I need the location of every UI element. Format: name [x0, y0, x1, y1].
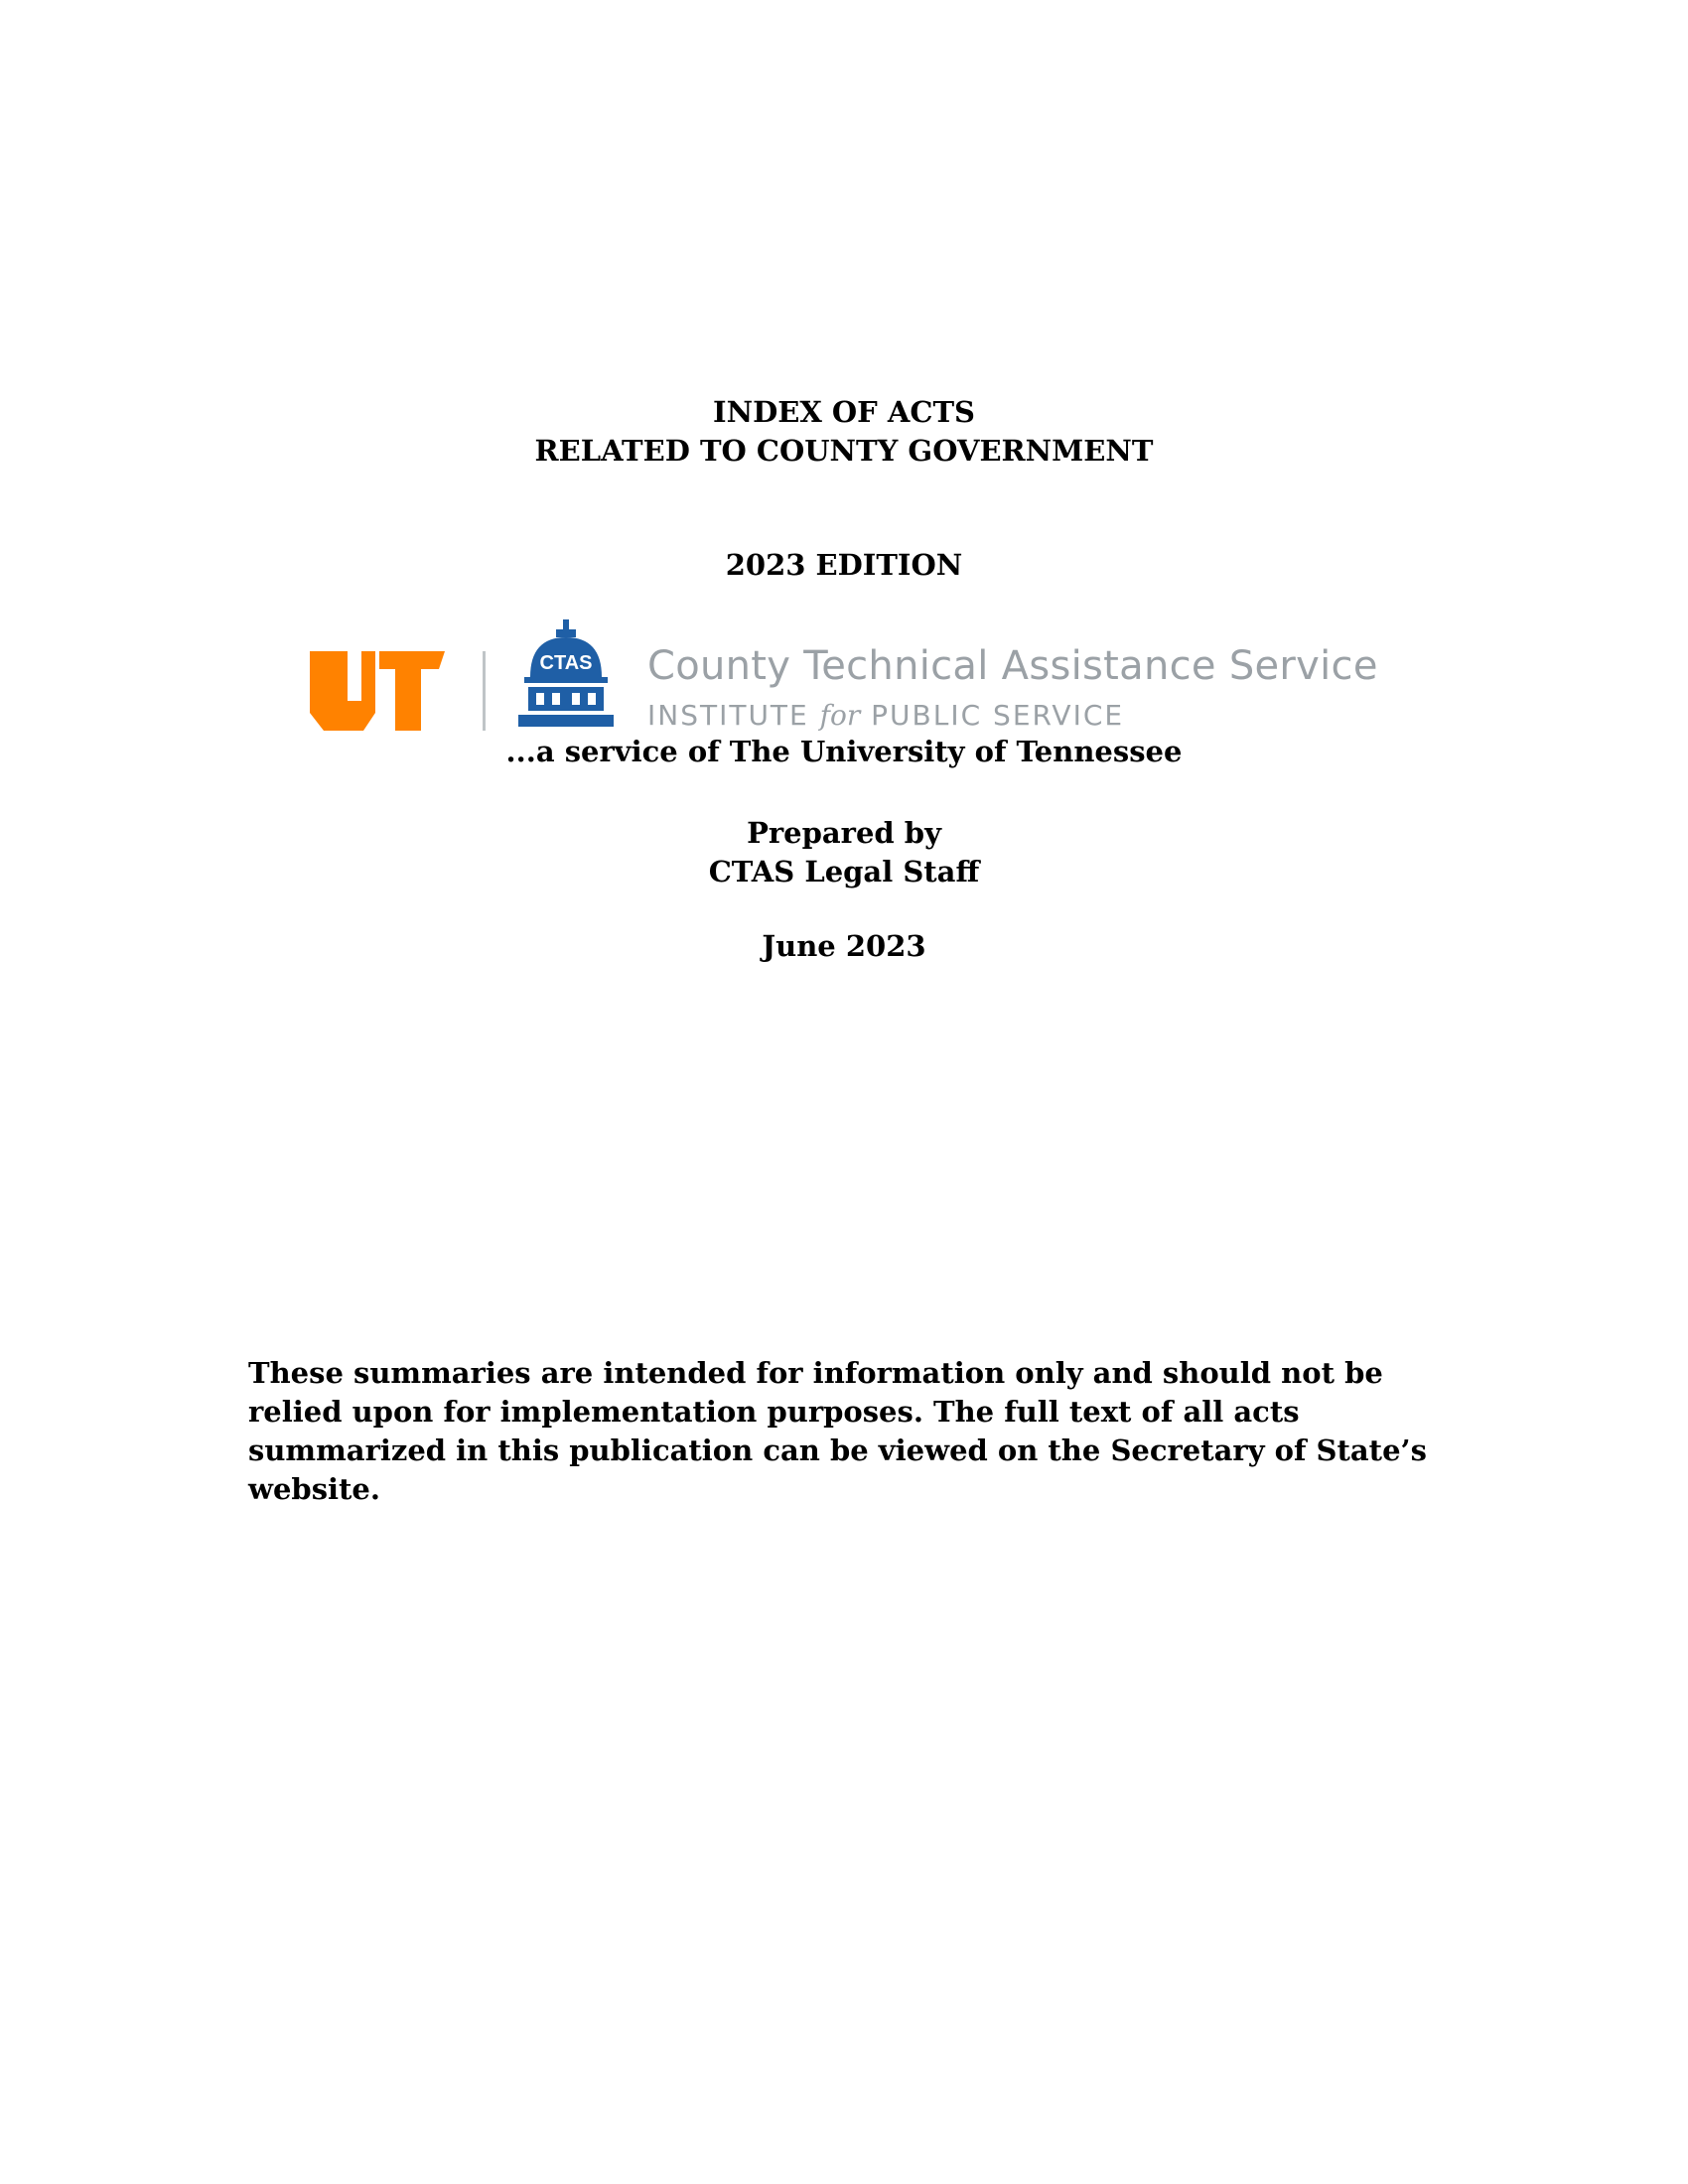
- prepared-by-block: [0, 814, 1688, 891]
- title-line-2: RELATED TO COUNTY GOVERNMENT: [534, 434, 1154, 468]
- prepared-by-author: CTAS Legal Staff: [708, 855, 980, 888]
- ut-ctas-logo: [310, 619, 1392, 731]
- for-word: for: [819, 699, 861, 732]
- logo-divider: [483, 651, 486, 731]
- public-service-words: PUBLIC SERVICE: [860, 699, 1125, 732]
- ut-logo: [310, 651, 445, 731]
- ctas-institute-line: [647, 699, 1124, 732]
- disclaimer-text: These summaries are intended for information only and should not be relied upon for implementation purposes. The full text of all acts summarized in this publication can be viewed on the Secretary of State’s website.: [248, 1356, 1427, 1506]
- ctas-badge-text: CTAS: [539, 652, 593, 674]
- service-line: ...a service of The University of Tennessee: [505, 735, 1183, 768]
- ctas-org-name: County Technical Assistance Service: [647, 643, 1378, 689]
- document-title: [0, 393, 1688, 471]
- capitol-dome-icon: [518, 619, 614, 731]
- prepared-by-label: Prepared by: [747, 816, 941, 850]
- publication-date: June 2023: [762, 929, 926, 963]
- edition-label: 2023 EDITION: [725, 548, 963, 582]
- title-line-1: INDEX OF ACTS: [713, 395, 975, 429]
- institute-word: INSTITUTE: [647, 699, 820, 732]
